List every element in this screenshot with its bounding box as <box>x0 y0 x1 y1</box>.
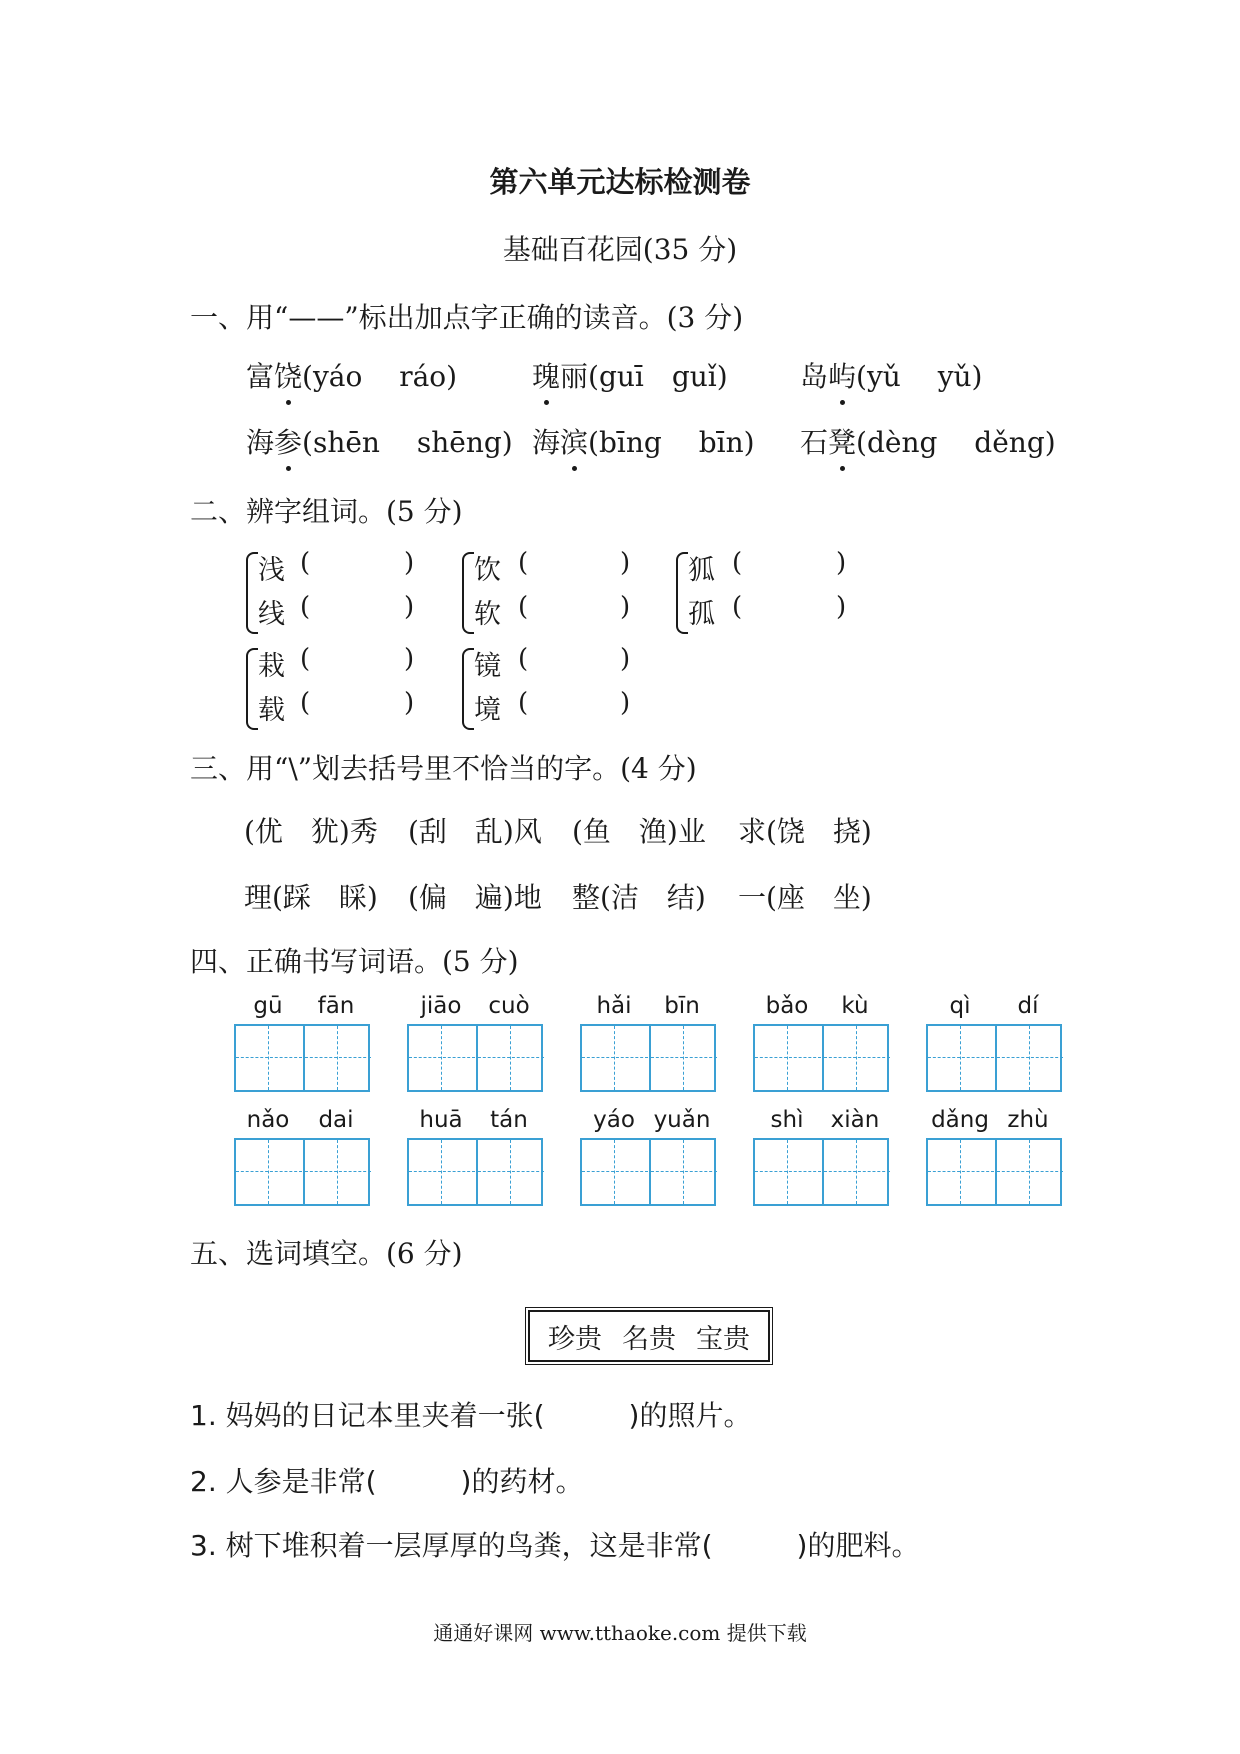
grid-cell <box>476 1026 544 1090</box>
q2-char: 饮 <box>474 555 501 586</box>
q4-pinyin: fān <box>317 993 355 1019</box>
q4-pinyin: zhù <box>1007 1107 1049 1133</box>
choice-word: 宝贵 <box>696 1323 750 1355</box>
q5-sentence-2: 2. 人参是非常( )的药材。 <box>190 1465 584 1498</box>
q4-pinyin: bīn <box>664 993 700 1019</box>
q2-open-paren: ( <box>518 644 529 674</box>
q1-item <box>800 355 982 395</box>
grid-guide-vertical <box>1029 1026 1030 1090</box>
grid-guide-horizontal <box>755 1057 821 1058</box>
q2-brace <box>246 648 258 730</box>
q3-item: (鱼 渔)业 <box>572 815 706 848</box>
grid-guide-horizontal <box>478 1171 544 1172</box>
q2-open-paren: ( <box>732 548 743 578</box>
q2-close-paren: ) <box>836 592 847 622</box>
grid-guide-horizontal <box>755 1171 821 1172</box>
q1-heading: 一、用“——”标出加点字正确的读音。(3 分) <box>190 301 744 334</box>
q4-writing-grid <box>926 1138 1062 1206</box>
choice-word: 名贵 <box>622 1323 676 1355</box>
grid-cell <box>582 1140 648 1204</box>
grid-guide-horizontal <box>582 1171 648 1172</box>
q1-item-prefix: 岛 <box>800 360 829 393</box>
grid-cell <box>755 1026 821 1090</box>
grid-guide-vertical <box>787 1026 788 1090</box>
grid-guide-horizontal <box>409 1171 475 1172</box>
q4-heading: 四、正确书写词语。(5 分) <box>190 945 519 978</box>
grid-guide-horizontal <box>997 1057 1063 1058</box>
page-title: 第六单元达标检测卷 <box>489 165 751 199</box>
q3-item: (刮 乱)风 <box>408 815 542 848</box>
q2-char: 软 <box>474 599 501 630</box>
q2-brace <box>246 552 258 634</box>
grid-guide-horizontal <box>305 1171 371 1172</box>
q2-char: 境 <box>474 695 501 726</box>
q1-item-prefix: 富 <box>246 360 275 393</box>
q4-pinyin: hǎi <box>596 993 632 1019</box>
q2-char: 线 <box>258 599 285 630</box>
q2-open-paren: ( <box>518 688 529 718</box>
q1-item-pinyin-options: (shēn shēng) <box>302 426 513 459</box>
grid-cell <box>409 1140 475 1204</box>
grid-guide-vertical <box>614 1140 615 1204</box>
grid-guide-horizontal <box>305 1057 371 1058</box>
grid-cell <box>822 1026 890 1090</box>
q2-open-paren: ( <box>300 592 311 622</box>
q5-sentence-3: 3. 树下堆积着一层厚厚的鸟粪，这是非常( )的肥料。 <box>190 1529 920 1562</box>
q2-close-paren: ) <box>620 688 631 718</box>
q3-item: (优 犹)秀 <box>244 815 378 848</box>
q1-item-pinyin-options: (yǔ yǔ) <box>856 360 983 393</box>
grid-guide-vertical <box>510 1026 511 1090</box>
q2-char: 狐 <box>688 555 715 586</box>
q1-item-dotted-char: 参 <box>274 421 302 461</box>
q4-pinyin: bǎo <box>765 993 809 1019</box>
q1-item-dotted-char: 凳 <box>828 421 856 461</box>
grid-guide-vertical <box>441 1026 442 1090</box>
q4-writing-grid <box>580 1024 716 1092</box>
q1-item-pinyin-options: (yáo ráo) <box>302 360 458 393</box>
q3-item: 一(座 坐) <box>738 881 872 914</box>
grid-guide-vertical <box>337 1026 338 1090</box>
q4-pinyin: tán <box>490 1107 528 1133</box>
q2-char: 载 <box>258 695 285 726</box>
grid-cell <box>582 1026 648 1090</box>
grid-guide-horizontal <box>651 1171 717 1172</box>
q4-writing-grid <box>580 1138 716 1206</box>
q2-close-paren: ) <box>620 592 631 622</box>
q2-close-paren: ) <box>836 548 847 578</box>
grid-guide-horizontal <box>582 1057 648 1058</box>
q2-close-paren: ) <box>404 644 415 674</box>
grid-guide-vertical <box>683 1140 684 1204</box>
grid-guide-vertical <box>337 1140 338 1204</box>
q4-pinyin: cuò <box>488 993 530 1019</box>
q2-open-paren: ( <box>300 548 311 578</box>
q4-writing-grid <box>926 1024 1062 1092</box>
q2-open-paren: ( <box>300 644 311 674</box>
grid-guide-vertical <box>1029 1140 1030 1204</box>
grid-cell <box>995 1026 1063 1090</box>
q1-item <box>246 355 457 395</box>
q1-item-prefix: 海 <box>246 426 275 459</box>
q4-writing-grid <box>753 1024 889 1092</box>
q2-brace <box>462 648 474 730</box>
grid-guide-horizontal <box>997 1171 1063 1172</box>
q3-item: (偏 遍)地 <box>408 881 542 914</box>
grid-cell <box>928 1026 994 1090</box>
q1-item-pinyin-options: (dèng děng) <box>856 426 1056 459</box>
q4-pinyin: kù <box>841 993 869 1019</box>
q2-close-paren: ) <box>404 548 415 578</box>
footer-credit: 通通好课网 www.tthaoke.com 提供下载 <box>433 1621 807 1645</box>
grid-guide-vertical <box>441 1140 442 1204</box>
q2-close-paren: ) <box>404 592 415 622</box>
grid-guide-vertical <box>787 1140 788 1204</box>
q2-close-paren: ) <box>620 548 631 578</box>
grid-cell <box>649 1140 717 1204</box>
grid-guide-horizontal <box>236 1057 302 1058</box>
q4-pinyin: nǎo <box>246 1107 290 1133</box>
grid-guide-vertical <box>856 1140 857 1204</box>
grid-guide-vertical <box>856 1026 857 1090</box>
grid-guide-horizontal <box>651 1057 717 1058</box>
q1-item-prefix: 石 <box>800 426 829 459</box>
q5-sentence-1: 1. 妈妈的日记本里夹着一张( )的照片。 <box>190 1399 752 1432</box>
q2-close-paren: ) <box>404 688 415 718</box>
grid-cell <box>649 1026 717 1090</box>
grid-guide-vertical <box>960 1140 961 1204</box>
q1-item-prefix: 海 <box>532 426 561 459</box>
grid-guide-horizontal <box>928 1171 994 1172</box>
q4-pinyin: dǎng <box>931 1107 989 1133</box>
q1-item-dotted-char: 饶 <box>274 355 302 395</box>
q4-writing-grid <box>234 1138 370 1206</box>
grid-cell <box>476 1140 544 1204</box>
choice-word: 珍贵 <box>548 1323 602 1355</box>
grid-guide-vertical <box>268 1140 269 1204</box>
grid-cell <box>755 1140 821 1204</box>
q2-open-paren: ( <box>300 688 311 718</box>
q2-char: 孤 <box>688 599 715 630</box>
grid-cell <box>995 1140 1063 1204</box>
grid-guide-vertical <box>510 1140 511 1204</box>
grid-guide-vertical <box>960 1026 961 1090</box>
grid-guide-vertical <box>683 1026 684 1090</box>
grid-guide-horizontal <box>928 1057 994 1058</box>
q1-item <box>532 355 728 395</box>
q4-pinyin: yáo <box>593 1107 635 1133</box>
q1-item <box>800 421 1056 461</box>
q5-heading: 五、选词填空。(6 分) <box>190 1237 463 1270</box>
grid-guide-horizontal <box>824 1171 890 1172</box>
q4-pinyin: jiāo <box>420 993 462 1019</box>
q4-writing-grid <box>407 1138 543 1206</box>
q2-open-paren: ( <box>518 548 529 578</box>
grid-cell <box>409 1026 475 1090</box>
q2-char: 栽 <box>258 651 285 682</box>
q1-item-pinyin-options: (bīng bīn) <box>588 426 755 459</box>
word-choice-box <box>528 1310 770 1362</box>
q3-item: 整(洁 结) <box>572 881 706 914</box>
q4-writing-grid <box>407 1024 543 1092</box>
q2-char: 浅 <box>258 555 285 586</box>
grid-guide-horizontal <box>478 1057 544 1058</box>
q2-heading: 二、辨字组词。(5 分) <box>190 495 463 528</box>
q3-item: 求(饶 挠) <box>738 815 872 848</box>
q4-pinyin: shì <box>770 1107 804 1133</box>
q2-brace <box>676 552 688 634</box>
q4-pinyin: gū <box>253 993 283 1019</box>
q4-pinyin: xiàn <box>830 1107 880 1133</box>
grid-cell <box>303 1140 371 1204</box>
q4-pinyin: yuǎn <box>653 1107 711 1133</box>
grid-cell <box>236 1026 302 1090</box>
q1-item-dotted-char: 瑰 <box>532 355 560 395</box>
q2-open-paren: ( <box>732 592 743 622</box>
q4-writing-grid <box>234 1024 370 1092</box>
grid-guide-horizontal <box>236 1171 302 1172</box>
section-subtitle: 基础百花园(35 分) <box>502 233 738 266</box>
q3-item: 理(踩 睬) <box>244 881 378 914</box>
grid-cell <box>928 1140 994 1204</box>
q4-pinyin: dí <box>1017 993 1039 1019</box>
grid-guide-vertical <box>614 1026 615 1090</box>
q4-writing-grid <box>753 1138 889 1206</box>
q4-pinyin: huā <box>419 1107 463 1133</box>
grid-cell <box>303 1026 371 1090</box>
q1-item-pinyin-options: 丽(guī guǐ) <box>560 360 728 393</box>
q1-item <box>246 421 513 461</box>
q2-brace <box>462 552 474 634</box>
grid-guide-horizontal <box>824 1057 890 1058</box>
q1-item <box>532 421 755 461</box>
grid-guide-vertical <box>268 1026 269 1090</box>
q2-char: 镜 <box>474 651 501 682</box>
q1-item-dotted-char: 滨 <box>560 421 588 461</box>
grid-cell <box>822 1140 890 1204</box>
q4-pinyin: qì <box>949 993 971 1019</box>
q4-pinyin: dai <box>318 1107 354 1133</box>
q2-close-paren: ) <box>620 644 631 674</box>
q1-item-dotted-char: 屿 <box>828 355 856 395</box>
q2-open-paren: ( <box>518 592 529 622</box>
q3-heading: 三、用“\”划去括号里不恰当的字。(4 分) <box>190 752 697 785</box>
grid-guide-horizontal <box>409 1057 475 1058</box>
grid-cell <box>236 1140 302 1204</box>
